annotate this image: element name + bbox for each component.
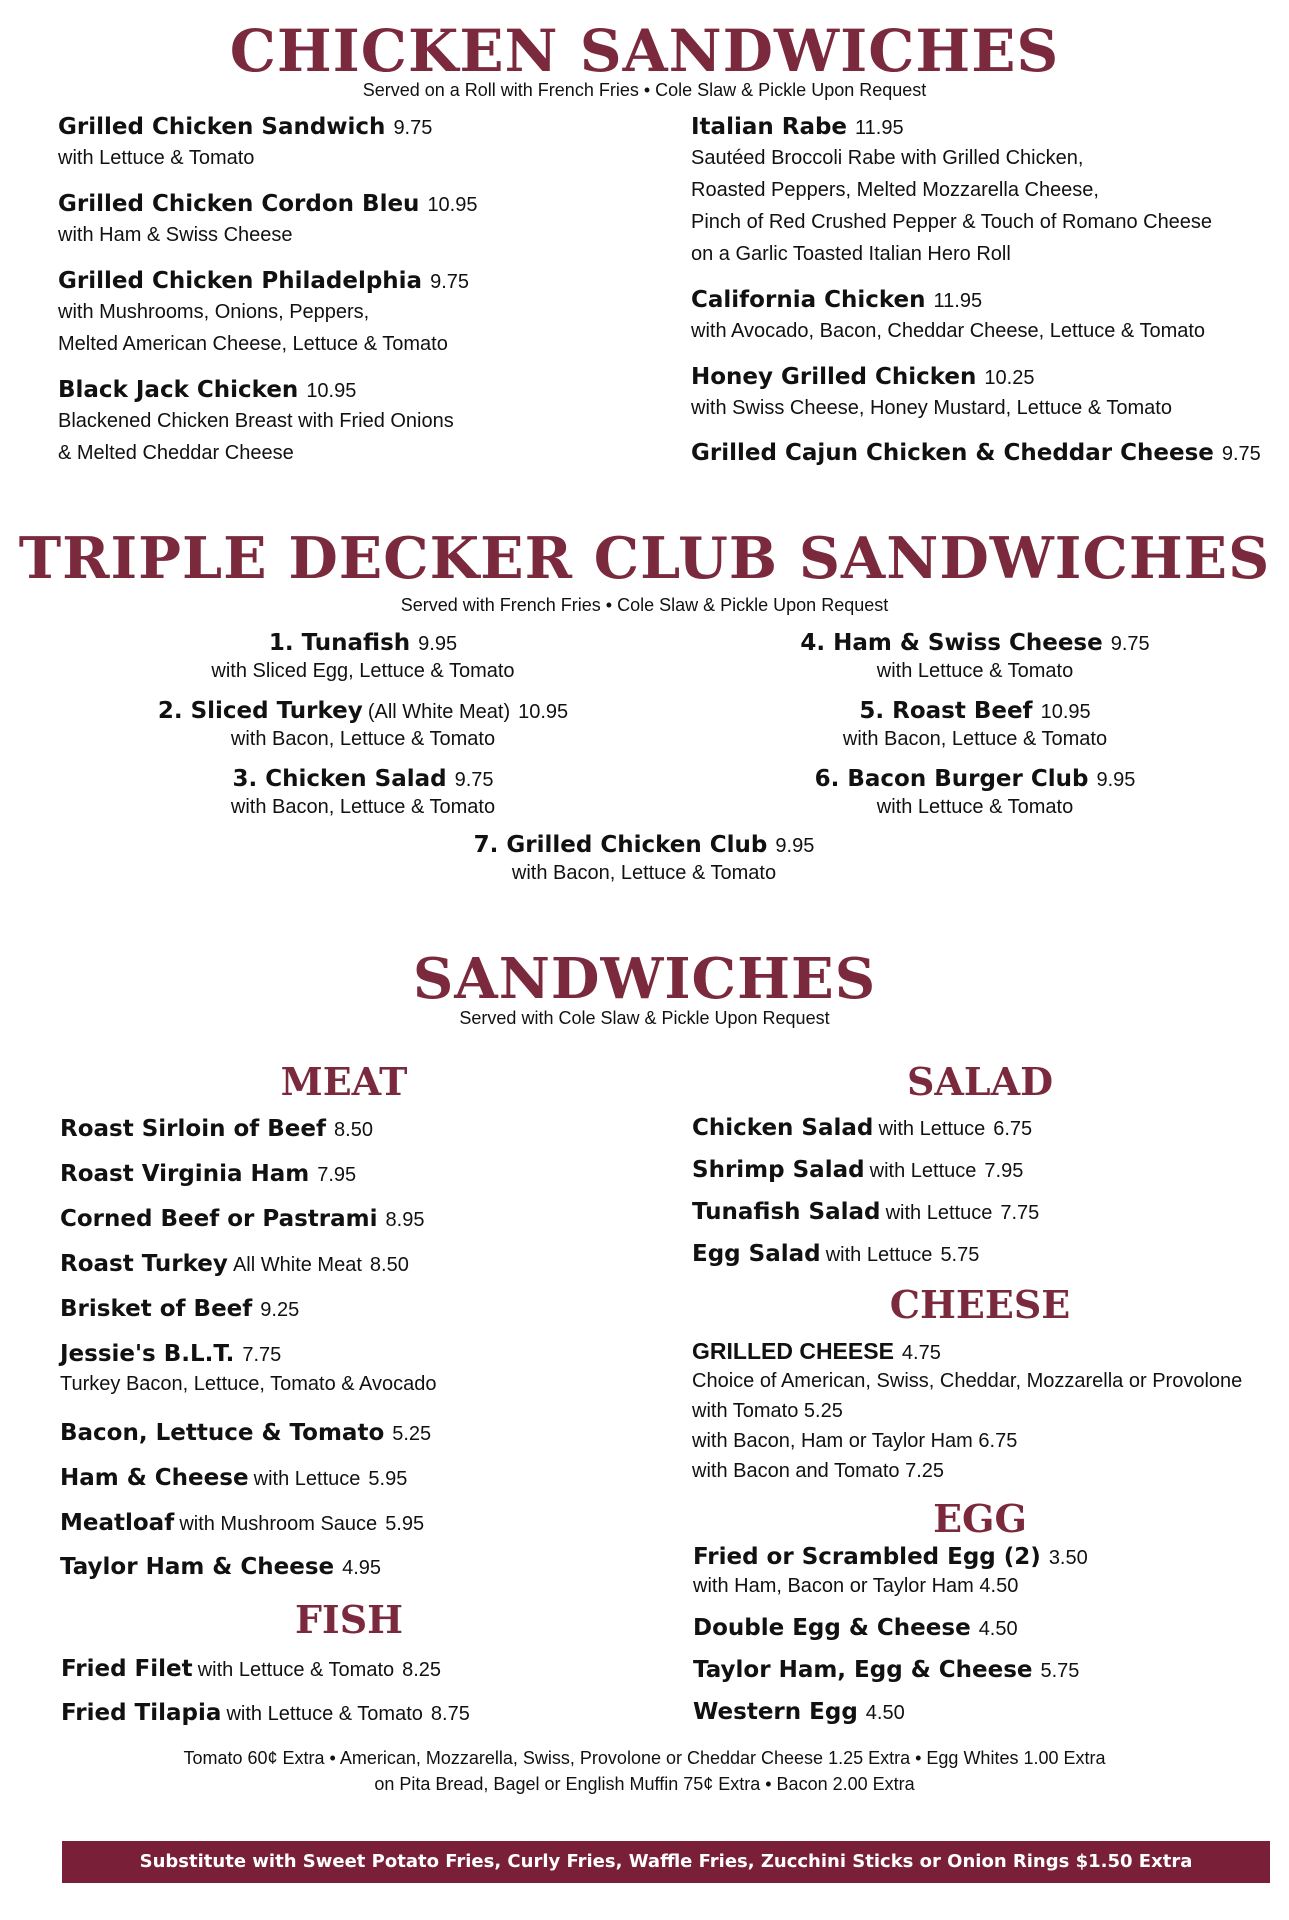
menu-item bbox=[58, 377, 454, 469]
menu-item bbox=[60, 1116, 373, 1144]
item-name: Honey Grilled Chicken bbox=[691, 364, 977, 390]
item-name: 7. Grilled Chicken Club bbox=[473, 832, 768, 858]
menu-item bbox=[60, 1296, 299, 1324]
club-section-subtitle: Served with French Fries • Cole Slaw & Pickle Upon Request bbox=[400, 595, 889, 615]
substitution-banner: Substitute with Sweet Potato Fries, Curly Fries, Waffle Fries, Zucchini Sticks or Onion Rings $1.50 Extra bbox=[62, 1841, 1270, 1883]
chicken-section-subtitle: Served on a Roll with French Fries • Cole Slaw & Pickle Upon Request bbox=[362, 80, 927, 100]
item-price: 10.95 bbox=[306, 380, 357, 402]
item-price: 9.75 bbox=[393, 117, 433, 139]
item-price: 11.95 bbox=[855, 117, 904, 139]
club-item bbox=[775, 698, 1175, 752]
item-name: 1. Tunafish bbox=[268, 630, 411, 656]
item-desc: with Bacon and Tomato 7.25 bbox=[692, 1459, 945, 1482]
item-name: 5. Roast Beef bbox=[859, 698, 1033, 724]
item-price: 9.75 bbox=[454, 769, 494, 791]
item-price: 4.75 bbox=[901, 1342, 941, 1364]
item-price: 10.95 bbox=[427, 194, 478, 216]
menu-item bbox=[60, 1510, 424, 1538]
item-price: 5.95 bbox=[368, 1468, 408, 1490]
item-desc: & Melted Cheddar Cheese bbox=[58, 441, 294, 464]
item-name: Fried Filet bbox=[61, 1656, 193, 1682]
item-desc: Roasted Peppers, Melted Mozzarella Cheese, bbox=[691, 178, 1099, 201]
item-desc: Turkey Bacon, Lettuce, Tomato & Avocado bbox=[60, 1372, 437, 1395]
item-price: 9.75 bbox=[1221, 443, 1261, 465]
item-name: Ham & Cheese bbox=[60, 1465, 249, 1491]
item-name: Fried Tilapia bbox=[61, 1700, 222, 1726]
menu-item bbox=[60, 1341, 437, 1399]
item-name: Fried or Scrambled Egg (2) bbox=[693, 1544, 1041, 1570]
item-price: 7.75 bbox=[1000, 1202, 1040, 1224]
item-price: 4.50 bbox=[865, 1702, 905, 1724]
club-item bbox=[444, 832, 844, 886]
item-desc: with Bacon, Lettuce & Tomato bbox=[842, 727, 1108, 750]
club-item bbox=[163, 766, 563, 820]
item-price: 8.50 bbox=[369, 1254, 409, 1276]
item-name: Meatloaf bbox=[60, 1510, 175, 1536]
item-desc: Melted American Cheese, Lettuce & Tomato bbox=[58, 332, 448, 355]
item-desc: with Lettuce & Tomato bbox=[58, 146, 255, 169]
menu-item bbox=[61, 1656, 441, 1684]
item-desc: with Tomato 5.25 bbox=[692, 1399, 843, 1422]
menu-item bbox=[58, 114, 432, 174]
item-price: 4.50 bbox=[978, 1618, 1018, 1640]
egg-heading: EGG bbox=[933, 1496, 1027, 1541]
item-note: with Lettuce & Tomato bbox=[197, 1659, 395, 1681]
item-name: Roast Sirloin of Beef bbox=[60, 1116, 327, 1142]
item-desc: with Avocado, Bacon, Cheddar Cheese, Lettuce & Tomato bbox=[691, 319, 1206, 342]
salad-heading: SALAD bbox=[906, 1059, 1054, 1104]
item-name: GRILLED CHEESE bbox=[692, 1338, 894, 1364]
menu-item bbox=[692, 1199, 1039, 1227]
item-price: 5.75 bbox=[940, 1244, 980, 1266]
item-price: 7.95 bbox=[317, 1164, 357, 1186]
item-note: with Lettuce bbox=[885, 1202, 993, 1224]
item-price: 7.95 bbox=[984, 1160, 1024, 1182]
item-desc: with Swiss Cheese, Honey Mustard, Lettuce & Tomato bbox=[691, 396, 1172, 419]
item-price: 8.75 bbox=[430, 1703, 470, 1725]
item-desc: Pinch of Red Crushed Pepper & Touch of Romano Cheese bbox=[691, 210, 1213, 233]
item-name: Shrimp Salad bbox=[692, 1157, 865, 1183]
club-item bbox=[163, 630, 563, 684]
item-desc: with Bacon, Lettuce & Tomato bbox=[230, 727, 496, 750]
item-name: Brisket of Beef bbox=[60, 1296, 253, 1322]
item-desc: Choice of American, Swiss, Cheddar, Mozzarella or Provolone bbox=[692, 1369, 1243, 1392]
item-name: 6. Bacon Burger Club bbox=[814, 766, 1089, 792]
item-price: 5.25 bbox=[392, 1423, 432, 1445]
item-note: (All White Meat) bbox=[367, 701, 511, 723]
item-price: 9.75 bbox=[430, 271, 470, 293]
item-note: with Lettuce & Tomato bbox=[226, 1703, 423, 1725]
item-name: 3. Chicken Salad bbox=[232, 766, 447, 792]
item-name: Grilled Chicken Philadelphia bbox=[58, 268, 423, 294]
menu-item bbox=[60, 1465, 407, 1493]
item-name: Chicken Salad bbox=[692, 1115, 874, 1141]
item-name: Taylor Ham & Cheese bbox=[60, 1554, 335, 1580]
item-name: Grilled Cajun Chicken & Cheddar Cheese bbox=[691, 440, 1214, 466]
item-name: Black Jack Chicken bbox=[58, 377, 299, 403]
menu-item bbox=[691, 287, 1205, 347]
menu-item bbox=[60, 1420, 431, 1448]
item-price: 3.50 bbox=[1048, 1547, 1088, 1569]
item-price: 9.25 bbox=[260, 1299, 300, 1321]
item-name: Roast Virginia Ham bbox=[60, 1161, 310, 1187]
menu-item bbox=[60, 1206, 424, 1234]
item-desc: with Bacon, Lettuce & Tomato bbox=[230, 795, 496, 818]
menu-item bbox=[693, 1657, 1079, 1685]
item-price: 7.75 bbox=[242, 1344, 282, 1366]
item-desc: with Bacon, Ham or Taylor Ham 6.75 bbox=[692, 1429, 1018, 1452]
item-name: Bacon, Lettuce & Tomato bbox=[60, 1420, 385, 1446]
item-name: Tunafish Salad bbox=[692, 1199, 881, 1225]
item-name: Western Egg bbox=[693, 1699, 858, 1725]
sandwiches-section-title: SANDWICHES bbox=[412, 946, 877, 1012]
item-price: 11.95 bbox=[933, 290, 983, 312]
item-desc: Blackened Chicken Breast with Fried Onions bbox=[58, 409, 454, 432]
menu-item bbox=[693, 1699, 905, 1727]
menu-item bbox=[693, 1615, 1018, 1643]
item-price: 8.25 bbox=[402, 1659, 442, 1681]
club-item bbox=[775, 630, 1175, 684]
menu-item bbox=[60, 1161, 356, 1189]
item-desc: on a Garlic Toasted Italian Hero Roll bbox=[691, 242, 1011, 265]
item-name: Italian Rabe bbox=[691, 114, 848, 140]
fish-heading: FISH bbox=[294, 1597, 404, 1642]
item-price: 10.25 bbox=[984, 367, 1035, 389]
item-desc: with Lettuce & Tomato bbox=[876, 795, 1074, 818]
item-note: All White Meat bbox=[232, 1254, 362, 1276]
cheese-heading: CHEESE bbox=[889, 1282, 1071, 1327]
item-name: Grilled Chicken Sandwich bbox=[58, 114, 386, 140]
club-item bbox=[775, 766, 1175, 820]
item-name: Grilled Chicken Cordon Bleu bbox=[58, 191, 420, 217]
item-price: 8.95 bbox=[385, 1209, 425, 1231]
item-price: 8.50 bbox=[334, 1119, 373, 1141]
item-price: 10.95 bbox=[1040, 701, 1091, 723]
item-price: 5.95 bbox=[385, 1513, 425, 1535]
menu-item bbox=[58, 191, 478, 251]
item-name: 4. Ham & Swiss Cheese bbox=[800, 630, 1103, 656]
item-price: 10.95 bbox=[518, 701, 569, 723]
item-desc: with Ham & Swiss Cheese bbox=[58, 223, 293, 246]
item-name: Egg Salad bbox=[692, 1241, 821, 1267]
extras-note-line-1: Tomato 60¢ Extra • American, Mozzarella, Swiss, Provolone or Cheddar Cheese 1.25 Extra • Egg Whites 1.00 Extra bbox=[183, 1748, 1106, 1768]
menu-item bbox=[692, 1241, 979, 1269]
item-note: with Lettuce bbox=[878, 1118, 986, 1140]
item-price: 4.95 bbox=[342, 1557, 382, 1579]
menu-item bbox=[691, 440, 1261, 468]
menu-item bbox=[60, 1251, 409, 1279]
item-note: with Lettuce bbox=[869, 1160, 977, 1182]
menu-item bbox=[692, 1115, 1032, 1143]
item-name: 2. Sliced Turkey bbox=[157, 698, 363, 724]
menu-item bbox=[58, 268, 469, 360]
menu-item bbox=[61, 1700, 470, 1728]
sandwiches-section-subtitle: Served with Cole Slaw & Pickle Upon Request bbox=[459, 1008, 830, 1028]
club-item bbox=[113, 698, 613, 752]
meat-heading: MEAT bbox=[280, 1059, 408, 1104]
item-price: 9.95 bbox=[1096, 769, 1136, 791]
menu-item bbox=[693, 1544, 1088, 1600]
item-note: with Lettuce bbox=[253, 1468, 361, 1490]
menu-item bbox=[692, 1157, 1023, 1185]
item-name: Double Egg & Cheese bbox=[693, 1615, 971, 1641]
item-desc: with Sliced Egg, Lettuce & Tomato bbox=[211, 659, 515, 682]
item-price: 9.75 bbox=[1110, 633, 1150, 655]
item-note: with Mushroom Sauce bbox=[179, 1513, 378, 1535]
item-desc: Sautéed Broccoli Rabe with Grilled Chicken, bbox=[691, 146, 1084, 169]
item-desc: with Mushrooms, Onions, Peppers, bbox=[58, 300, 370, 323]
item-desc: with Ham, Bacon or Taylor Ham 4.50 bbox=[693, 1574, 1019, 1597]
extras-note-line-2: on Pita Bread, Bagel or English Muffin 75¢ Extra • Bacon 2.00 Extra bbox=[374, 1774, 915, 1794]
item-price: 9.95 bbox=[418, 633, 458, 655]
item-name: Taylor Ham, Egg & Cheese bbox=[693, 1657, 1033, 1683]
menu-item bbox=[691, 114, 1212, 270]
item-name: Roast Turkey bbox=[60, 1251, 228, 1277]
menu-item bbox=[60, 1554, 381, 1582]
club-section-title: TRIPLE DECKER CLUB SANDWICHES bbox=[18, 525, 1271, 592]
item-price: 5.75 bbox=[1040, 1660, 1080, 1682]
item-price: 9.95 bbox=[775, 835, 815, 857]
menu-item bbox=[692, 1338, 1242, 1486]
item-name: California Chicken bbox=[691, 287, 926, 313]
menu-item bbox=[691, 364, 1172, 424]
item-name: Jessie's B.L.T. bbox=[60, 1341, 235, 1367]
item-price: 6.75 bbox=[993, 1118, 1033, 1140]
item-note: with Lettuce bbox=[825, 1244, 933, 1266]
item-desc: with Bacon, Lettuce & Tomato bbox=[511, 861, 777, 884]
item-name: Corned Beef or Pastrami bbox=[60, 1206, 378, 1232]
item-desc: with Lettuce & Tomato bbox=[876, 659, 1074, 682]
chicken-section-title: CHICKEN SANDWICHES bbox=[229, 17, 1060, 85]
